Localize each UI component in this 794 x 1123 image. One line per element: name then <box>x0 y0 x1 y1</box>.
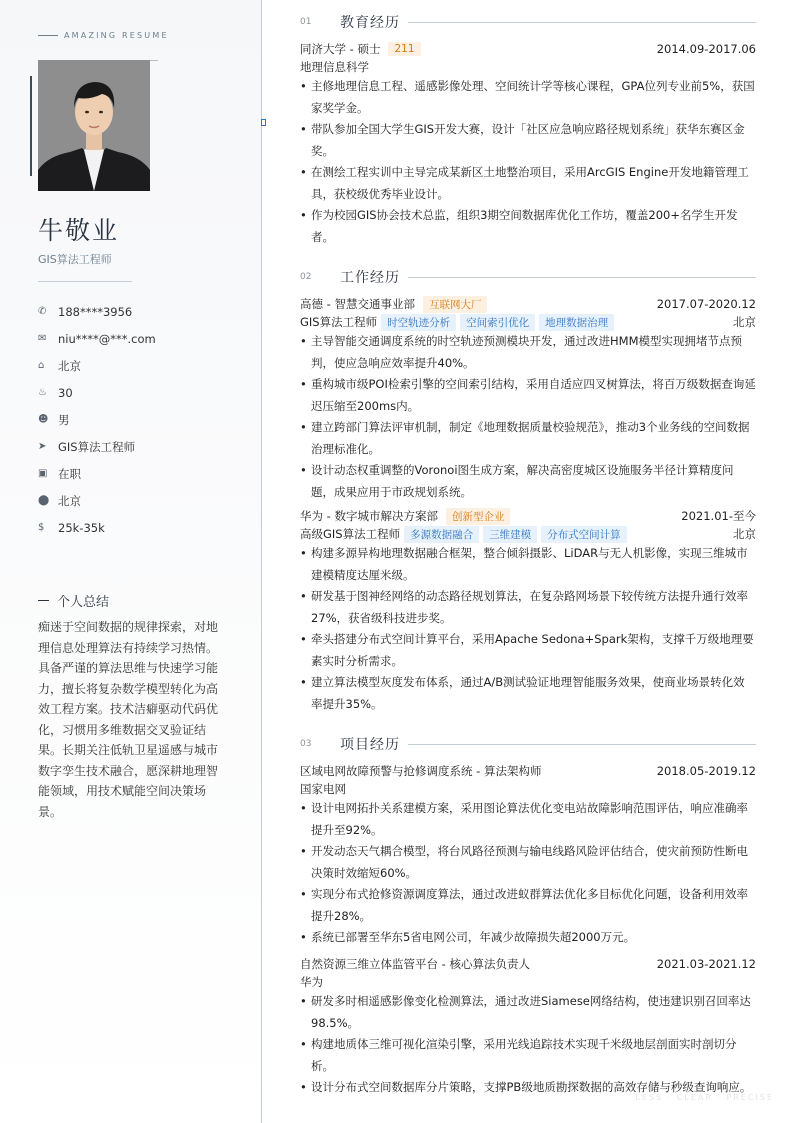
work-job-1 <box>300 295 756 503</box>
skill-tag: 三维建模 <box>483 526 537 543</box>
list-item: • 系统已部署至华东5省电网公司，年减少故障损失超2000万元。 <box>300 927 756 949</box>
job-bullets <box>300 331 756 503</box>
project-org: 华为 <box>300 975 323 989</box>
list-item: • 主导智能交通调度系统的时空轨迹预测模块开发，通过改进HMM模型实现拥堵节点预判，使应急响应效率提升40%。 <box>300 331 756 374</box>
section-education-header: 01 教育经历 <box>300 12 756 32</box>
education-major: 地理信息科学 <box>300 60 369 74</box>
job-city: 北京 <box>733 315 756 329</box>
list-item: • 主修地理信息工程、遥感影像处理、空间统计学等核心课程，GPA位列专业前5%，获国家奖学金。 <box>300 76 756 119</box>
project-name: 区域电网故障预警与抢修调度系统 - 算法架构师 <box>300 764 542 778</box>
list-item: • 牵头搭建分布式空间计算平台，采用Apache Sedona+Spark架构，支撑千万级地理要素实时分析需求。 <box>300 629 756 672</box>
company-tag: 互联网大厂 <box>423 296 488 313</box>
education-block <box>300 40 756 248</box>
list-item: • 重构城市级POI检索引擎的空间索引结构，采用自适应四叉树算法，将百万级数据查询延迟压缩至200ms内。 <box>300 374 756 417</box>
photo-accent-bar <box>30 76 32 176</box>
job-position: GIS算法工程师 <box>300 315 378 329</box>
list-item: • 构建地质体三维可视化渲染引擎，采用光线追踪技术实现千米级地层剖面实时剖切分析。 <box>300 1034 756 1077</box>
info-salary: $ 25k-35k <box>38 520 105 535</box>
summary-text: 痴迷于空间数据的规律探索，对地理信息处理算法有持续学习热情。具备严谨的算法思维与快速学习能力，擅长将复杂数学模型转化为高效工程方案。技术洁癖驱动代码优化，习惯用多维数据交叉验证结果。长期关注低轨卫星遥感与城市数字孪生技术融合，愿深耕地理智能领域，用技术赋能空间决策场景。 <box>38 620 219 819</box>
list-item: • 构建多源异构地理数据融合框架，整合倾斜摄影、LiDAR与无人机影像，实现三维城市建模精度达厘米级。 <box>300 543 756 586</box>
home-icon: ⌂ <box>38 360 45 371</box>
job-date: 2017.07-2020.12 <box>656 297 756 311</box>
phone-icon: ✆ <box>38 306 47 317</box>
send-icon: ➤ <box>38 441 47 452</box>
list-item: • 研发多时相遥感影像变化检测算法，通过改进Siamese网络结构，使违建识别召回率达98.5%。 <box>300 991 756 1034</box>
list-item: • 开发动态天气耦合模型，将台风路径预测与输电线路风险评估结合，使灾前预防性断电决策时效缩短60%。 <box>300 841 756 884</box>
list-item: • 建立跨部门算法评审机制，制定《地理数据质量校验规范》，推动3个业务线的空间数据治理标准化。 <box>300 417 756 460</box>
company-name: 华为 - 数字城市解决方案部 <box>300 509 438 523</box>
list-item: • 设计动态权重调整的Voronoi图生成方案，解决高密度城区设施服务半径计算精度问题，成果应用于市政规划系统。 <box>300 460 756 503</box>
project-1 <box>300 762 756 949</box>
skill-tag: 多源数据融合 <box>404 526 479 543</box>
skill-tag: 地理数据治理 <box>539 314 614 331</box>
info-age: ♨ 30 <box>38 385 73 400</box>
company-name: 高德 - 智慧交通事业部 <box>300 297 415 311</box>
list-item: • 设计分布式空间数据库分片策略，支撑PB级地质勘探数据的高效存储与秒级查询响应。 <box>300 1077 756 1099</box>
list-item: • 在测绘工程实训中主导完成某新区土地整治项目，采用ArcGIS Engine开发地籍管理工具，获校级优秀毕业设计。 <box>300 162 756 205</box>
candidate-role: GIS算法工程师 <box>38 253 112 266</box>
job-city: 北京 <box>733 527 756 541</box>
section-projects-header: 03 项目经历 <box>300 734 756 754</box>
project-bullets <box>300 798 756 949</box>
section-work-header: 02 工作经历 <box>300 267 756 287</box>
footer-watermark: LESS · CLEAR · PRECISE <box>635 1093 774 1102</box>
timeline-marker <box>261 119 266 126</box>
gender-icon: ☻ <box>38 414 49 425</box>
project-2 <box>300 955 756 1099</box>
sidebar-divider <box>38 281 132 282</box>
company-tag: 创新型企业 <box>446 508 511 525</box>
info-location: ⬤ 北京 <box>38 493 81 508</box>
work-job-2 <box>300 507 756 715</box>
job-position: 高级GIS算法工程师 <box>300 527 401 541</box>
info-status: ▣ 在职 <box>38 466 81 481</box>
list-item: • 设计电网拓扑关系建模方案，采用图论算法优化变电站故障影响范围评估，响应准确率提升至92%。 <box>300 798 756 841</box>
job-date: 2021.01-至今 <box>681 509 756 523</box>
info-phone: ✆ 188****3956 <box>38 304 133 319</box>
list-item: • 研发基于图神经网络的动态路径规划算法，在复杂路网场景下较传统方法提升通行效率27%，获省级科技进步奖。 <box>300 586 756 629</box>
cake-icon: ♨ <box>38 387 47 398</box>
candidate-name: 牛敬业 <box>38 216 120 245</box>
info-gender: ☻ 男 <box>38 412 70 427</box>
project-org: 国家电网 <box>300 782 346 796</box>
project-date: 2021.03-2021.12 <box>656 957 756 971</box>
info-target-role: ➤ GIS算法工程师 <box>38 439 136 454</box>
list-item: • 实现分布式抢修资源调度算法，通过改进蚁群算法优化多目标优化问题，设备利用效率提升28%。 <box>300 884 756 927</box>
info-residence: ⌂ 北京 <box>38 358 81 373</box>
location-icon: ⬤ <box>38 495 50 506</box>
school-name: 同济大学 - 硕士 <box>300 42 381 56</box>
skill-tag: 时空轨迹分析 <box>381 314 456 331</box>
school-tag: 211 <box>388 42 420 56</box>
person-silhouette-icon <box>38 60 150 191</box>
mail-icon: ✉ <box>38 333 47 344</box>
project-date: 2018.05-2019.12 <box>656 764 756 778</box>
contact-info-list <box>38 298 156 541</box>
project-bullets <box>300 991 756 1099</box>
skill-tag: 分布式空间计算 <box>541 526 627 543</box>
summary-heading: 个人总结 <box>38 591 109 610</box>
education-bullets <box>300 76 756 248</box>
profile-photo <box>38 60 150 191</box>
money-icon: $ <box>38 522 45 533</box>
list-item: • 带队参加全国大学生GIS开发大赛，设计「社区应急响应路径规划系统」获华东赛区金奖。 <box>300 119 756 162</box>
list-item: • 作为校园GIS协会技术总监，组织3期空间数据库优化工作坊，覆盖200+名学生开发者。 <box>300 205 756 248</box>
briefcase-icon: ▣ <box>38 468 48 479</box>
education-date: 2014.09-2017.06 <box>656 42 756 56</box>
job-bullets <box>300 543 756 715</box>
brand-label: AMAZING RESUME <box>38 31 169 40</box>
list-item: • 建立算法模型灰度发布体系，通过A/B测试验证地理智能服务效果，使商业场景转化效率提升35%。 <box>300 672 756 715</box>
skill-tag: 空间索引优化 <box>460 314 535 331</box>
info-email: ✉ niu****@***.com <box>38 331 156 346</box>
project-name: 自然资源三维立体监管平台 - 核心算法负责人 <box>300 957 530 971</box>
